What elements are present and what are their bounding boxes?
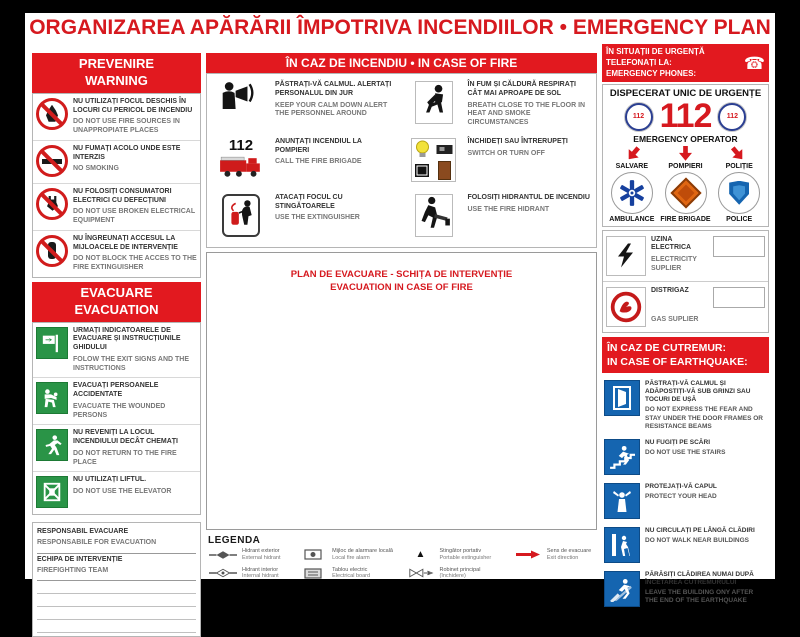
dispatch-arrows: [605, 144, 766, 161]
phone-number-box: [713, 236, 765, 257]
item-text-ro: ATACAȚI FOCUL CU STINGĂTOARELE: [275, 193, 343, 210]
item-text-en: SWITCH OR TURN OFF: [467, 149, 545, 157]
item-text-en: USE THE EXTINGUISHER: [275, 214, 360, 222]
earthquake-section-header: [602, 337, 769, 373]
plan-title-en: EVACUATION IN CASE OF FIRE: [330, 281, 473, 293]
service-names-ro: SALVARE POMPIERI POLIȚIE: [615, 162, 753, 170]
badge-112-icon: 112: [718, 103, 746, 131]
contact-ro: RESPONSABIL EVACUARE: [37, 528, 129, 536]
alert-person-icon: [213, 81, 269, 109]
warning-item: [33, 230, 200, 277]
badge-112-icon: 112: [625, 103, 653, 131]
warning-section-header: [32, 53, 201, 93]
fire-item: [209, 133, 402, 189]
phones-header-en: EMERGENCY PHONES:: [606, 68, 697, 78]
blank-write-line: [37, 594, 196, 607]
earthquake-item: PĂSTRAȚI-VĂ CALMUL ȘI ADĂPOSTIȚI-VĂ SUB GRINZI SAU TOCURI DE UȘĂ DO NOT EXPRESS THE FEAR AND STAY UNDER THE DOOR FRAMES OR RESISTANCE BEAMS: [602, 376, 769, 435]
item-text-ro: ÎNCHIDEȚI SAU ÎNTRERUPEȚI: [467, 137, 568, 145]
middle-column: [206, 53, 597, 580]
door-frame-icon: [604, 380, 640, 416]
fire-brigade-badge-icon: [665, 172, 707, 214]
exit-signs-icon: [36, 327, 68, 359]
legend: [206, 535, 597, 581]
contact-row: [37, 526, 196, 554]
evacuation-header-ro: EVACUARE: [80, 284, 153, 300]
item-text-en: DO NOT USE THE ELEVATOR: [73, 488, 172, 496]
item-text-en: DO NOT USE BROKEN ELECTRICAL EQUIPMENT: [73, 208, 195, 225]
blank-write-line: [37, 607, 196, 620]
item-text-ro: URMAȚI INDICATOARELE DE EVACUARE ȘI INSTRUCȚIUNILE GHIDULUI: [73, 326, 181, 352]
phone-icon: ☎: [743, 53, 765, 73]
item-text-en: BREATH CLOSE TO THE FLOOR IN HEAT AND SMOKE CIRCUMSTANCES: [467, 101, 586, 126]
plan-title-ro: PLAN DE EVACUARE - SCHIȚA DE INTERVENȚIE: [290, 268, 513, 280]
item-text-en: DO NOT USE FIRE SOURCES IN UNAPPROPIATE PLACES: [73, 118, 180, 135]
earthquake-list: [602, 373, 769, 611]
local-fire-alarm-icon: [298, 549, 328, 560]
item-text-ro: NU REVENIȚI LA LOCUL INCENDIULUI DECÂT CHEMAȚI: [73, 429, 178, 446]
left-column: [32, 53, 201, 637]
utility-en: ELECTRICITY SUPLIER: [651, 256, 697, 272]
phones-header-ro: ÎN SITUAȚII DE URGENȚĂ TELEFONAȚI LA:: [606, 47, 705, 67]
extinguisher-icon: [222, 194, 260, 237]
earthquake-header-ro: ÎN CAZ DE CUTREMUR:: [607, 341, 726, 354]
switch-off-icon: [411, 138, 456, 182]
item-text-ro: NU UTILIZAȚI FOCUL DESCHIS ÎN LOCURI CU PERICOL DE INCENDIU: [73, 97, 193, 114]
right-column: [602, 44, 769, 611]
distrigaz-badge-icon: [606, 287, 646, 327]
operator-label: EMERGENCY OPERATOR: [633, 133, 738, 144]
legend-title: LEGENDA: [208, 534, 261, 546]
item-text-ro: FOLOSIȚI HIDRANTUL DE INCENDIU: [467, 193, 590, 201]
no-open-fire-icon: [36, 98, 68, 130]
earthquake-item: PROTEJAȚI-VĂ CAPUL PROTECT YOUR HEAD: [602, 479, 769, 523]
carry-wounded-icon: [36, 382, 68, 414]
item-text-en: NO SMOKING: [73, 165, 119, 173]
item-text-en: DO NOT RETURN TO THE FIRE PLACE: [73, 449, 177, 466]
item-text-ro: NU UTILIZAȚI LIFTUL.: [73, 476, 147, 484]
service-names-en: AMBULANCE FIRE BRIGADE POLICE: [609, 215, 753, 223]
warning-item: [33, 140, 200, 183]
external-hydrant-icon: [208, 550, 238, 560]
legend-item: Hidrant interior Internal hidrant: [208, 567, 290, 581]
evacuation-item: [33, 424, 200, 471]
blank-write-line: [37, 620, 196, 633]
fire-item: [402, 189, 595, 245]
exit-direction-icon: [513, 550, 543, 559]
item-text-en: EVACUATE THE WOUNDED PERSONS: [73, 402, 166, 419]
star-of-life-icon: [611, 172, 653, 214]
contact-en: FIREFIGHTING TEAM: [37, 566, 109, 574]
legend-item: Robinet principal (închidere): [406, 567, 505, 581]
legend-item: Hidrant exterior External hidrant: [208, 548, 290, 562]
earthquake-header-en: IN CASE OF EARTHQUAKE:: [607, 355, 748, 368]
arrow-down-icon: [679, 146, 692, 161]
dispatcher-label: DISPECERAT UNIC DE URGENȚE: [609, 88, 762, 100]
utilities-panel: [602, 230, 769, 333]
contact-ro: ECHIPA DE INTERVENȚIE: [37, 555, 123, 563]
earthquake-item: PĂRĂSIȚI CLĂDIREA NUMAI DUPĂ ÎNCETAREA CUTREMURULUI LEAVE THE BUILDING ONY AFTER THE END OF THE EARTHQUAKE: [602, 567, 769, 611]
blank-write-line: [37, 581, 196, 594]
emergency-number: 112: [228, 136, 254, 154]
warning-item: [33, 183, 200, 230]
fire-hydrant-icon: [415, 194, 453, 237]
fire-item: [402, 133, 595, 189]
utility-row: [603, 231, 768, 281]
utility-ro: UZINA ELECTRICA: [651, 235, 692, 252]
emergency-number: 112: [659, 97, 712, 136]
fire-truck-icon: [219, 154, 263, 182]
portable-extinguisher-icon: ▲: [415, 548, 426, 560]
main-valve-icon: [406, 568, 436, 578]
fire-item: [402, 76, 595, 133]
no-walk-near-buildings-icon: [604, 527, 640, 563]
warning-item: [33, 94, 200, 140]
no-elevator-icon: [36, 476, 68, 508]
evacuation-item: [33, 323, 200, 378]
evacuation-list: [32, 322, 201, 516]
evacuation-item: [33, 377, 200, 424]
legend-item: ▲ Stingător portativ Portable extinguisher: [406, 548, 505, 562]
earthquake-item: NU FUGIȚI PE SCĂRI DO NOT USE THE STAIRS: [602, 435, 769, 479]
item-text-ro: NU FUMAȚI ACOLO UNDE ESTE INTERZIS: [73, 144, 181, 161]
evacuation-section-header: [32, 282, 201, 322]
protect-head-icon: [604, 483, 640, 519]
legend-item: Sens de evacuare Exit direction: [513, 548, 595, 562]
evacuation-item: [33, 471, 200, 514]
warning-header-en: WARNING: [85, 72, 148, 88]
fire-section-header: ÎN CAZ DE INCENDIU • IN CASE OF FIRE: [206, 53, 597, 73]
contact-row: [37, 554, 196, 582]
no-return-icon: [36, 429, 68, 461]
no-blocking-access-icon: [36, 235, 68, 267]
utility-en: GAS SUPLIER: [651, 315, 699, 323]
utility-ro: DISTRIGAZ: [651, 286, 689, 294]
emergency-phones-header: [602, 44, 769, 82]
item-text-ro: NU FOLOSIȚI CONSUMATORI ELECTRICI CU DEFECȚIUNI: [73, 187, 172, 204]
poster-title: ORGANIZAREA APĂRĂRII ÎMPOTRIVA INCENDIILOR • EMERGENCY PLAN: [29, 16, 771, 39]
earthquake-item: NU CIRCULAȚI PE LÂNGĂ CLĂDIRI DO NOT WALK NEAR BUILDINGS: [602, 523, 769, 567]
breath-low-icon: [415, 81, 453, 124]
no-smoking-icon: [36, 145, 68, 177]
no-faulty-electric-icon: [36, 188, 68, 220]
no-stairs-icon: [604, 439, 640, 475]
item-text-en: KEEP YOUR CALM DOWN ALERT THE PERSONNEL AROUND: [275, 101, 388, 118]
evacuation-plan-area: [206, 252, 597, 530]
leave-building-icon: [604, 571, 640, 607]
phone-number-box: [713, 287, 765, 308]
electrical-board-icon: [298, 568, 328, 579]
item-text-en: DO NOT BLOCK THE ACCES TO THE FIRE EXTINGUISHER: [73, 255, 197, 272]
utility-row: [603, 281, 768, 332]
fire-instructions: [206, 73, 597, 248]
warning-list: [32, 93, 201, 278]
arrow-down-left-icon: [624, 143, 644, 163]
police-badge-icon: [718, 172, 760, 214]
item-text-en: CALL THE FIRE BRIGADE: [275, 158, 362, 166]
item-text-ro: ANUNȚAȚI INCENDIUL LA POMPIERI: [275, 137, 362, 154]
arrow-down-right-icon: [728, 143, 748, 163]
item-text-ro: ÎN FUM ȘI CĂLDURĂ RESPIRAȚI CÂT MAI APROAPE DE SOL: [467, 81, 576, 97]
legend-item: Mijloc de alarmare locală Local fire alarm: [298, 548, 397, 562]
item-text-en: USE THE FIRE HIDRANT: [467, 205, 550, 213]
item-text-ro: NU ÎNGREUNAȚI ACCESUL LA MIJLOACELE DE INTERVENȚIE: [73, 234, 178, 251]
item-text-en: FOLOW THE EXIT SIGNS AND THE INSTRUCTIONS: [73, 355, 190, 372]
emergency-plan-poster: [25, 13, 775, 605]
dispatcher-panel: [602, 84, 769, 226]
fire-item: [209, 76, 402, 133]
item-text-ro: PĂSTRAȚI-VĂ CALMUL. ALERTAȚI PERSONALUL DIN JUR: [275, 81, 392, 97]
fire-item: [209, 189, 402, 245]
item-text-ro: EVACUAȚI PERSOANELE ACCIDENTATE: [73, 382, 159, 399]
lightning-icon: [606, 236, 646, 276]
warning-header-ro: PREVENIRE: [78, 56, 155, 71]
contact-en: RESPONSABILE FOR EVACUATION: [37, 539, 157, 547]
internal-hydrant-icon: [208, 568, 238, 578]
contacts-box: [32, 522, 201, 637]
evacuation-header-en: EVACUATION: [74, 301, 159, 317]
legend-item: Tablou electric Electrical board: [298, 567, 397, 581]
